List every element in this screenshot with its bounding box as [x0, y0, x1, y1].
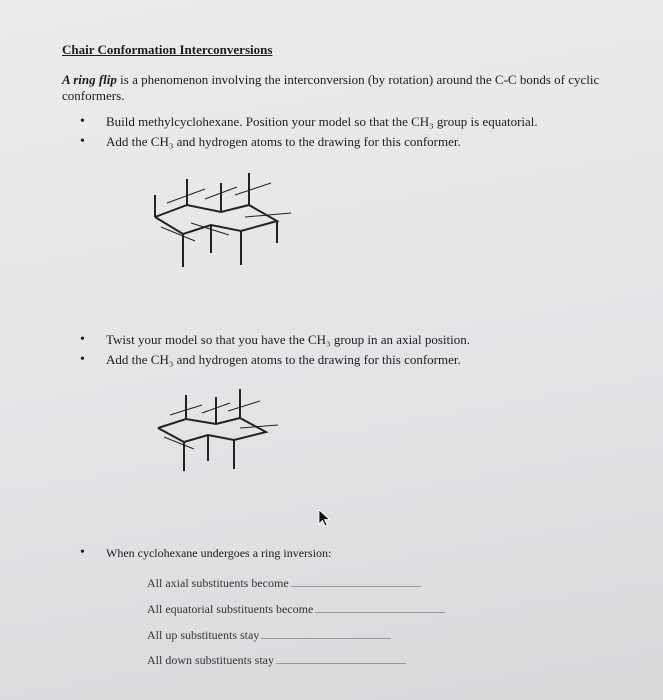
fill-in-up: All up substituents stay — [147, 625, 391, 643]
intro-paragraph — [62, 72, 622, 104]
bullet-dot-icon: • — [80, 332, 85, 347]
cyclohexane-ring — [155, 205, 277, 234]
bullet-item — [80, 350, 620, 370]
bullet-text: When cyclohexane undergoes a ring inversion: — [106, 546, 332, 560]
bullet-item — [80, 112, 620, 132]
bullet-text: Build methylcyclohexane. Position your model so that the CH₃ group is equatorial. — [106, 114, 538, 129]
bullet-list-axial — [80, 330, 620, 370]
answer-blank[interactable] — [261, 625, 391, 639]
bullet-item — [80, 132, 620, 152]
bullet-dot-icon: • — [80, 134, 85, 149]
chair-conformation-drawing-axial — [150, 383, 280, 478]
bullet-dot-icon: • — [80, 352, 85, 367]
bullet-item — [80, 330, 620, 350]
bullet-text: Add the CH₃ and hydrogen atoms to the drawing for this conformer. — [106, 352, 461, 367]
bullet-list-equatorial — [80, 112, 620, 152]
bullet-text: Twist your model so that you have the CH₃ group in an axial position. — [106, 332, 470, 347]
intro-text: is a phenomenon involving the interconversion (by rotation) around the C-C bonds of cyclic conformers. — [62, 72, 600, 103]
bullet-list-ring-inversion — [80, 543, 620, 563]
fill-in-down: All down substituents stay — [147, 650, 406, 668]
page-title: Chair Conformation Interconversions — [62, 42, 273, 57]
cyclohexane-ring — [158, 418, 266, 442]
fill-in-equatorial: All equatorial substituents become — [147, 599, 445, 617]
bullet-text: Add the CH₃ and hydrogen atoms to the drawing for this conformer. — [106, 134, 461, 149]
bullet-dot-icon: • — [80, 545, 85, 560]
bullet-item — [80, 543, 620, 563]
answer-blank[interactable] — [276, 650, 406, 664]
ring-flip-term: A ring flip — [62, 72, 117, 87]
answer-blank[interactable] — [291, 573, 421, 587]
mouse-cursor-icon — [318, 509, 332, 527]
answer-blank[interactable] — [315, 599, 445, 613]
chair-conformation-drawing-equatorial — [145, 165, 295, 275]
bullet-dot-icon: • — [80, 114, 85, 129]
fill-in-axial: All axial substituents become — [147, 573, 421, 591]
